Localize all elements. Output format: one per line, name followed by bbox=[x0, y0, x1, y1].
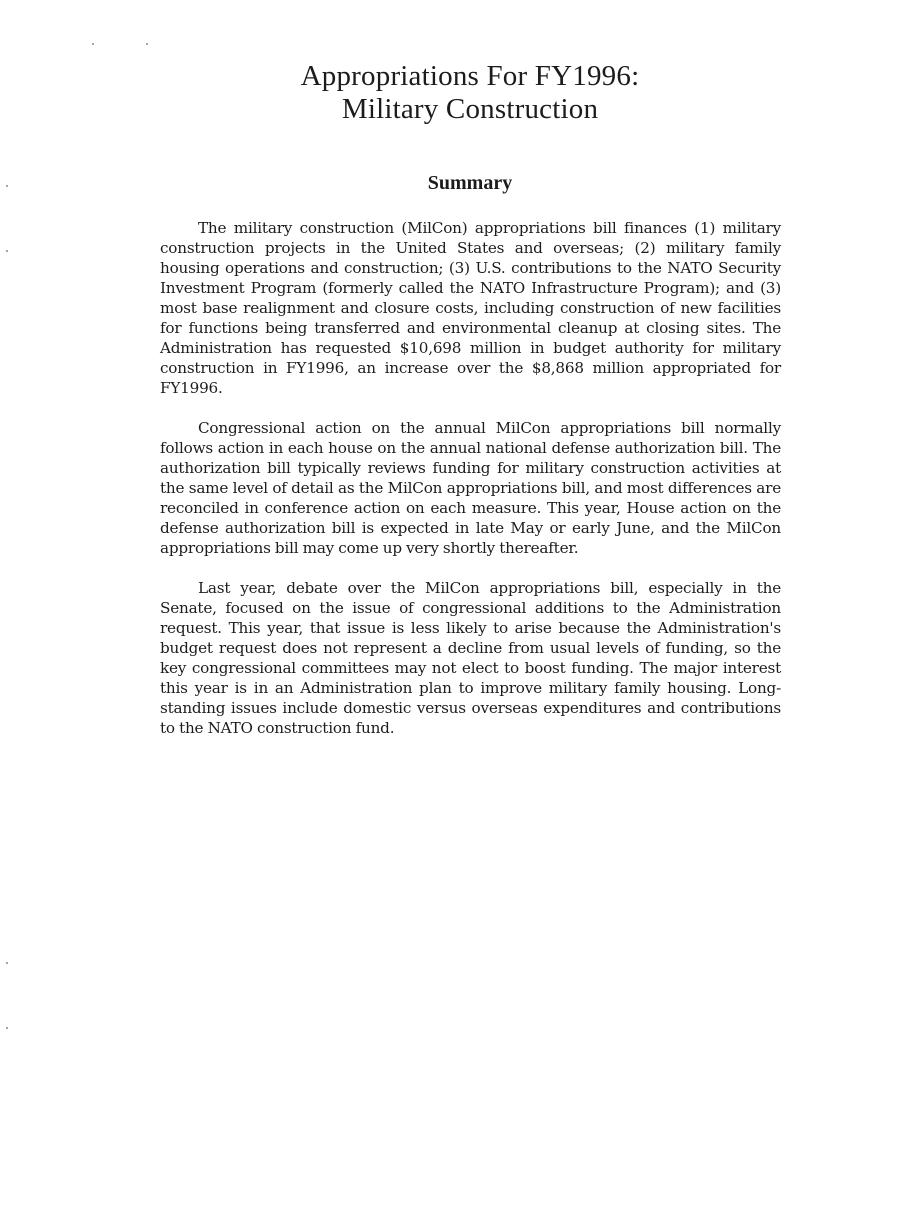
summary-heading: Summary bbox=[427, 172, 513, 194]
scan-speck bbox=[6, 250, 8, 252]
scan-speck bbox=[6, 962, 8, 964]
paragraph-1: The military construction (MilCon) appropriations bill finances (1) military construction projects in the United States and overseas; (2) military family housing operations and construction; (3) U.S. contributions to the NATO Security Investment Program (formerly called the NATO Infrastructure Program); and (3) most base realignment and closure costs, including construction of new facilities for functions being transferred and environmental cleanup at closing sites. The Administration has requested $10,698 million in budget authority for military construction in FY1996, an increase over the $8,868 million appropriated for FY1996. bbox=[160, 219, 781, 397]
scan-speck bbox=[146, 43, 148, 45]
scan-speck bbox=[6, 1027, 8, 1029]
paragraph-3: Last year, debate over the MilCon appropriations bill, especially in the Senate, focused on the issue of congressional additions to the Administration request. This year, that issue is less likely to arise because the Administration's budget request does not represent a decline from usual levels of funding, so the key congressional committees may not elect to boost funding. The major interest this year is in an Administration plan to improve military family housing. Long-standing issues include domestic versus overseas expenditures and contributions to the NATO construction fund. bbox=[160, 579, 781, 737]
title-line-1: Appropriations For FY1996: bbox=[300, 60, 640, 92]
scan-speck bbox=[92, 43, 94, 45]
summary-body bbox=[160, 218, 781, 758]
paragraph-2: Congressional action on the annual MilCon appropriations bill normally follows action in each house on the annual national defense authorization bill. The authorization bill typically reviews funding for military construction activities at the same level of detail as the MilCon appropriations bill, and most differences are reconciled in conference action on each measure. This year, House action on the defense authorization bill is expected in late May or early June, and the MilCon appropriations bill may come up very shortly thereafter. bbox=[160, 419, 781, 557]
document-title bbox=[0, 60, 920, 126]
title-line-2: Military Construction bbox=[341, 93, 599, 125]
